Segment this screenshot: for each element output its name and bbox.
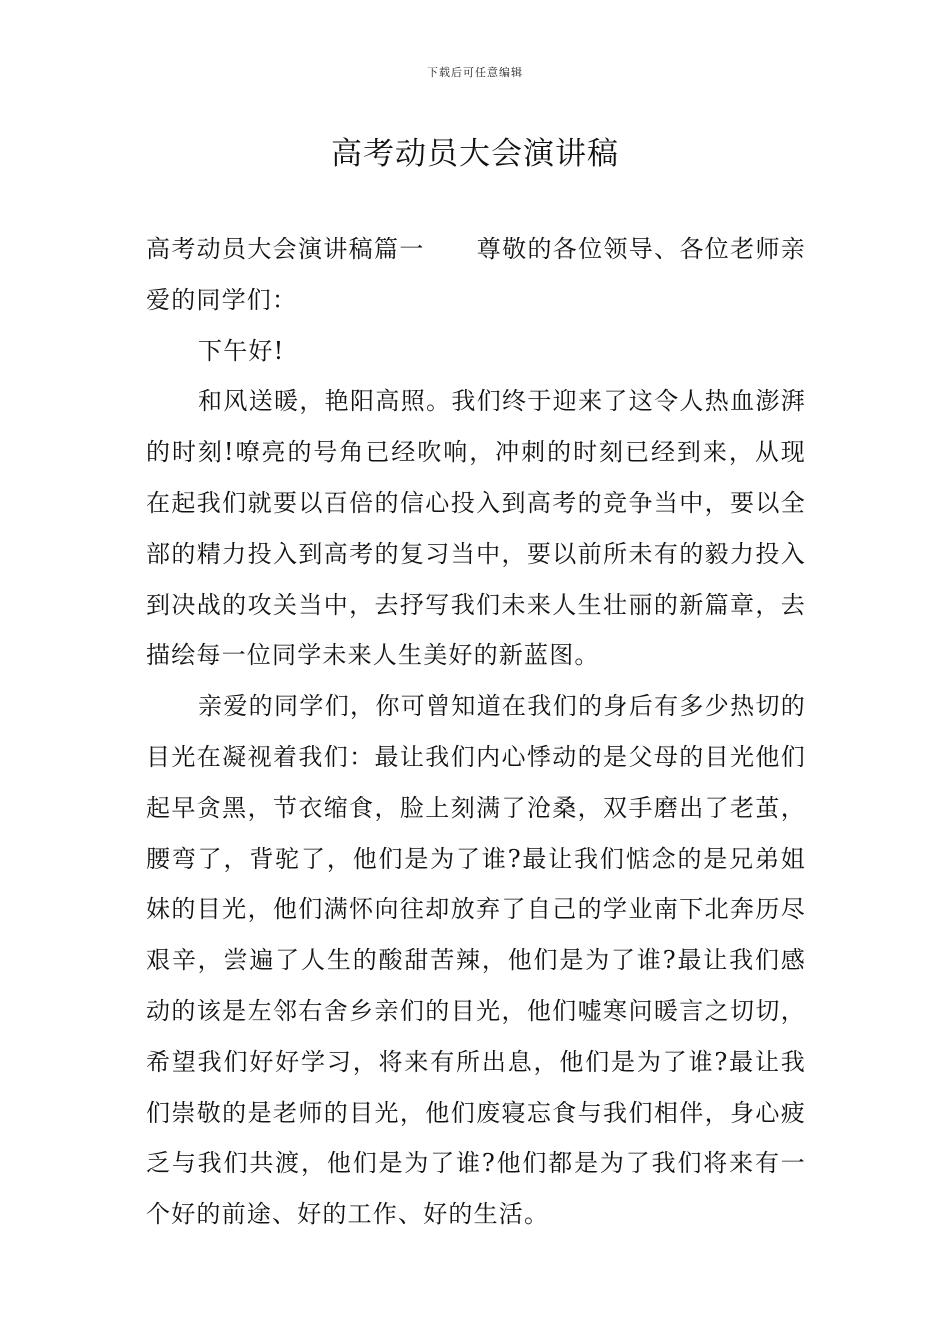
opening-paragraph [146, 224, 806, 326]
body-paragraph-1: 和风送暖，艳阳高照。我们终于迎来了这令人热血澎湃的时刻!嘹亮的号角已经吹响，冲刺的时刻已经到来，从现在起我们就要以百倍的信心投入到高考的竞争当中，要以全部的精力投入到高考的复习当中，要以前所未有的毅力投入到决战的攻关当中，去抒写我们未来人生壮丽的新篇章，去描绘每一位同学未来人生美好的新蓝图。 [146, 387, 806, 670]
greeting-paragraph: 下午好! [198, 336, 285, 365]
body-paragraph-2: 亲爱的同学们，你可曾知道在我们的身后有多少热切的目光在凝视着我们：最让我们内心悸动的是父母的目光他们起早贪黑，节衣缩食，脸上刻满了沧桑，双手磨出了老茧，腰弯了，背驼了，他们是为了谁?最让我们惦念的是兄弟姐妹的目光，他们满怀向往却放弃了自己的学业南下北奔历尽艰辛，尝遍了人生的酸甜苦辣，他们是为了谁?最让我们感动的该是左邻右舍乡亲们的目光，他们嘘寒问暖言之切切，希望我们好好学习，将来有所出息，他们是为了谁?最让我们崇敬的是老师的目光，他们废寝忘食与我们相伴，身心疲乏与我们共渡，他们是为了谁?他们都是为了我们将来有一个好的前途、好的工作、好的生活。 [146, 692, 806, 1229]
document-title: 高考动员大会演讲稿 [331, 136, 619, 172]
document-body [146, 224, 806, 1240]
opening-lead: 高考动员大会演讲稿篇一 [146, 235, 425, 263]
salutation: 尊敬的各位领导、各位老师亲爱的同学们： [146, 235, 806, 314]
header-note: 下载后可任意编辑 [427, 66, 523, 79]
